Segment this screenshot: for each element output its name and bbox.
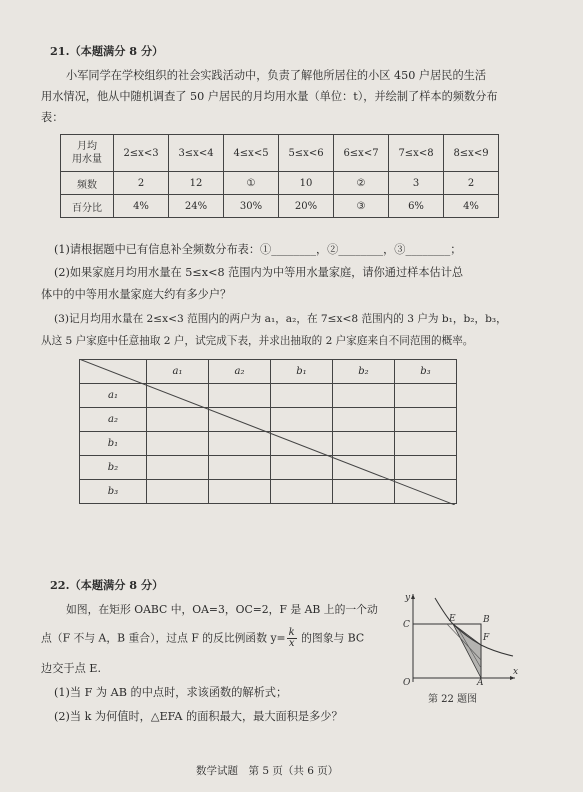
freq-header-line1: 月均 [77, 141, 97, 152]
fraction-denominator: x [288, 638, 295, 649]
col-header: a₁ [147, 360, 209, 384]
row-header: a₁ [80, 384, 147, 408]
label-y: y [405, 593, 411, 603]
q22-part1: (1)当 F 为 AB 的中点时，求该函数的解析式； [54, 686, 288, 699]
row-header: b₁ [80, 432, 147, 456]
count-cell: 2 [444, 172, 499, 195]
percent-cell: 20% [279, 195, 334, 218]
count-cell: 2 [114, 172, 169, 195]
row-header: b₂ [80, 456, 147, 480]
range-cell: 2≤x<3 [114, 135, 169, 172]
freq-header-label [61, 135, 114, 172]
col-header: b₂ [333, 360, 395, 384]
percent-label: 百分比 [61, 195, 114, 218]
q21-part2-line1: (2)如果家庭月均用水量在 5≤x<8 范围内为中等用水量家庭，请你通过样本估计总 [54, 266, 464, 279]
percent-cell: 30% [224, 195, 279, 218]
q21-part2-line2: 体中的中等用水量家庭大约有多少户？ [41, 288, 232, 301]
range-cell: 8≤x<9 [444, 135, 499, 172]
percent-cell: 4% [114, 195, 169, 218]
page-footer: 数学试题 第 5 页（共 6 页） [196, 765, 339, 777]
count-label: 频数 [61, 172, 114, 195]
col-header: b₃ [395, 360, 457, 384]
triangle-efa [453, 624, 481, 678]
q21-part1: (1)请根据题中已有信息补全频数分布表：①________，②________，③________； [54, 243, 462, 256]
range-cell: 7≤x<8 [389, 135, 444, 172]
row-header: a₂ [80, 408, 147, 432]
label-e: E [449, 614, 456, 624]
range-cell: 5≤x<6 [279, 135, 334, 172]
label-b: B [483, 615, 490, 625]
q22-title: 22.（本题满分 8 分） [50, 578, 164, 592]
freq-header-line2: 用水量 [72, 154, 102, 165]
q22-figure [395, 590, 520, 685]
range-cell: 3≤x<4 [169, 135, 224, 172]
label-o: O [403, 678, 411, 685]
q21-part3-line2: 从这 5 户家庭中任意抽取 2 户，试完成下表，并求出抽取的 2 户家庭来自不同范围的概率。 [41, 335, 474, 347]
label-x: x [513, 667, 519, 677]
q22-line1: 如图，在矩形 OABC 中，OA=3，OC=2，F 是 AB 上的一个动 [66, 603, 378, 616]
q21-title: 21.（本题满分 8 分） [50, 44, 164, 58]
percent-cell: 4% [444, 195, 499, 218]
label-f: F [483, 633, 490, 643]
q22-part2: (2)当 k 为何值时，△EFA 的面积最大，最大面积是多少？ [54, 710, 343, 723]
figure-caption: 第 22 题图 [428, 694, 478, 705]
range-cell: 4≤x<5 [224, 135, 279, 172]
range-cell: 6≤x<7 [334, 135, 389, 172]
q21-intro-line3: 表： [41, 111, 64, 124]
q21-intro-line2: 用水情况，他从中随机调查了 50 户居民的月均用水量（单位：t），并绘制了样本的频数分布 [41, 90, 498, 103]
row-header: b₃ [80, 480, 147, 504]
fraction-numerator: k [288, 627, 295, 638]
freq-count-row [61, 172, 499, 195]
count-cell: ② [334, 172, 389, 195]
fraction-k-over-x [287, 628, 297, 649]
col-header: a₂ [209, 360, 271, 384]
percent-cell: 6% [389, 195, 444, 218]
percent-cell: ③ [334, 195, 389, 218]
percent-cell: 24% [169, 195, 224, 218]
label-a: A [477, 678, 484, 685]
count-cell: 10 [279, 172, 334, 195]
count-cell: 3 [389, 172, 444, 195]
q22-line2 [41, 628, 364, 649]
y-axis-arrow [411, 594, 415, 599]
q21-part3-line1: (3)记月均用水量在 2≤x<3 范围内的两户为 a₁，a₂，在 7≤x<8 范围内的 3 户为 b₁，b₂，b₃， [54, 313, 507, 325]
q22-line2-end: 的图象与 BC [297, 631, 365, 645]
q22-line2-text: 点（F 不与 A，B 重合），过点 F 的反比例函数 y= [41, 631, 286, 645]
count-cell: ① [224, 172, 279, 195]
q22-line3: 边交于点 E. [41, 662, 102, 675]
frequency-table [60, 134, 499, 218]
table-diagonal-line [79, 359, 455, 505]
q21-intro-line1: 小军同学在学校组织的社会实践活动中，负责了解他所居住的小区 450 户居民的生活 [66, 69, 487, 82]
freq-range-row [61, 135, 499, 172]
col-header: b₁ [271, 360, 333, 384]
label-c: C [403, 620, 410, 630]
freq-percent-row [61, 195, 499, 218]
count-cell: 12 [169, 172, 224, 195]
